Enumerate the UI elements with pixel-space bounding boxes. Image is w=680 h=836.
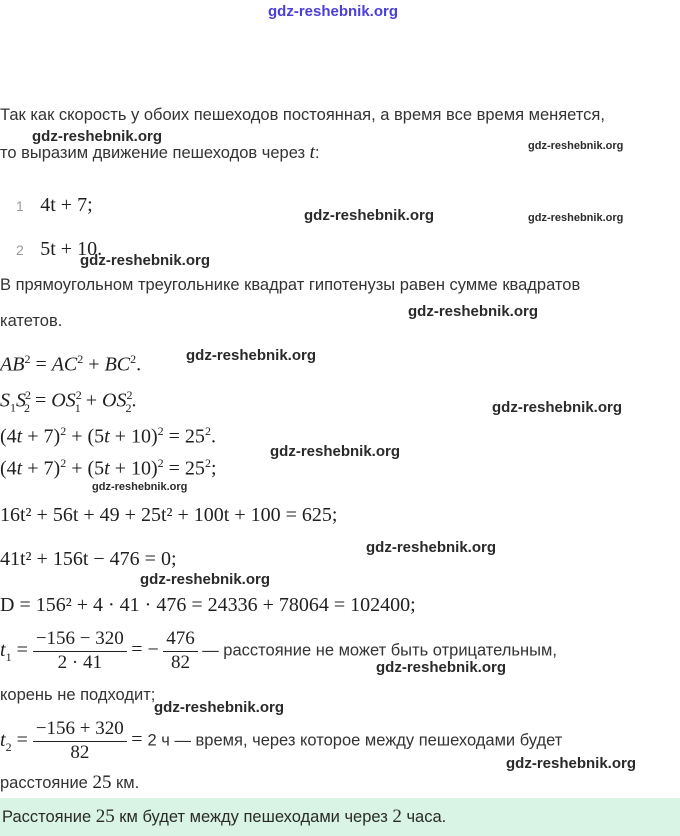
answer-number: 25 (95, 806, 115, 827)
equation-pythagoras: $AB^2 = AC^2 + BC^2$. (0, 352, 142, 376)
fraction-t1 (33, 628, 127, 675)
top-watermark-link[interactable]: gdz-reshebnik.org (268, 3, 399, 20)
equation-t1: $t_1$ = $\frac{-156 - 320}{2 \cdot 41}$ = − $\frac{476}{82}$ — расстояние не может быть отрицательным, (0, 628, 557, 673)
paragraph-line: В прямоугольном треугольнике квадрат гипотенузы равен сумме квадратов (0, 276, 581, 294)
answer-text (2, 806, 446, 828)
fraction-denominator: 2 · 41 (57, 651, 102, 673)
watermark: gdz-reshebnik.org (270, 443, 401, 460)
paragraph-text: расстояние (0, 774, 93, 792)
paragraph-colon: : (314, 144, 320, 162)
paragraph-text: км. (111, 774, 140, 792)
paragraph-line: Так как скорость у обоих пешеходов постоянная, а время все время меняется, (0, 106, 605, 124)
equation-t2: $t_2$ = $\frac{-156 + 320}{82}$ = 2 ч — время, через которое между пешеходами будет (0, 718, 563, 763)
list-number: 1 (16, 198, 24, 214)
list-number: 2 (16, 242, 24, 258)
paragraph-line: катетов. (0, 312, 63, 330)
watermark: gdz-reshebnik.org (528, 212, 624, 224)
fraction-t2 (33, 718, 127, 765)
fraction-numerator: 476 (163, 628, 198, 652)
watermark: gdz-reshebnik.org (186, 347, 317, 364)
watermark: gdz-reshebnik.org (154, 699, 285, 716)
paragraph-line: корень не подходит; (0, 686, 156, 704)
watermark: gdz-reshebnik.org (92, 481, 188, 493)
watermark: gdz-reshebnik.org (492, 399, 623, 416)
watermark: gdz-reshebnik.org (32, 128, 163, 145)
t1-comment: — расстояние не может быть отрицательным, (202, 641, 557, 660)
answer-part: часа. (401, 808, 447, 826)
equation-quadratic: 41t² + 156t − 476 = 0; (0, 548, 177, 570)
list-item (16, 194, 93, 217)
fraction-t1-simplified (163, 628, 198, 675)
fraction-denominator: 82 (70, 741, 90, 763)
watermark: gdz-reshebnik.org (80, 252, 211, 269)
list-expression: 4t + 7; (40, 194, 93, 216)
answer-number: 2 (392, 806, 402, 827)
answer-part: км будет между пешеходами через (114, 808, 393, 826)
distance-number: 25 (92, 772, 112, 793)
equation-substituted: $(4t + 7)^2 + (5t + 10)^2 = 25^2$. (0, 424, 216, 448)
t2-comment: 2 ч — время, через которое между пешеходами будет (147, 731, 563, 750)
fraction-denominator: 82 (171, 651, 190, 673)
watermark: gdz-reshebnik.org (366, 539, 497, 556)
watermark: gdz-reshebnik.org (304, 207, 435, 224)
fraction-numerator: −156 + 320 (33, 718, 127, 742)
variable-t: t (309, 142, 315, 163)
watermark: gdz-reshebnik.org (408, 303, 539, 320)
equation-discriminant: D = 156² + 4 · 41 · 476 = 24336 + 78064 = 102400; (0, 594, 416, 616)
paragraph-line (0, 772, 139, 794)
fraction-numerator: −156 − 320 (33, 628, 127, 652)
equation-substituted-2: $(4t + 7)^2 + (5t + 10)^2 = 25^2$; (0, 456, 217, 480)
paragraph-text: то выразим движение пешеходов через (0, 144, 310, 162)
answer-part: Расстояние (2, 808, 96, 826)
watermark: gdz-reshebnik.org (528, 140, 624, 152)
equation-os: $S_1S^2_2 = OS^2_1 + OS^2_2$. (0, 388, 137, 415)
watermark: gdz-reshebnik.org (376, 659, 507, 676)
list-expression: 5t + 10. (40, 238, 103, 260)
watermark: gdz-reshebnik.org (140, 571, 271, 588)
watermark: gdz-reshebnik.org (506, 755, 637, 772)
paragraph-line (0, 142, 320, 164)
equation-expanded: 16t² + 56t + 49 + 25t² + 100t + 100 = 625; (0, 504, 338, 526)
